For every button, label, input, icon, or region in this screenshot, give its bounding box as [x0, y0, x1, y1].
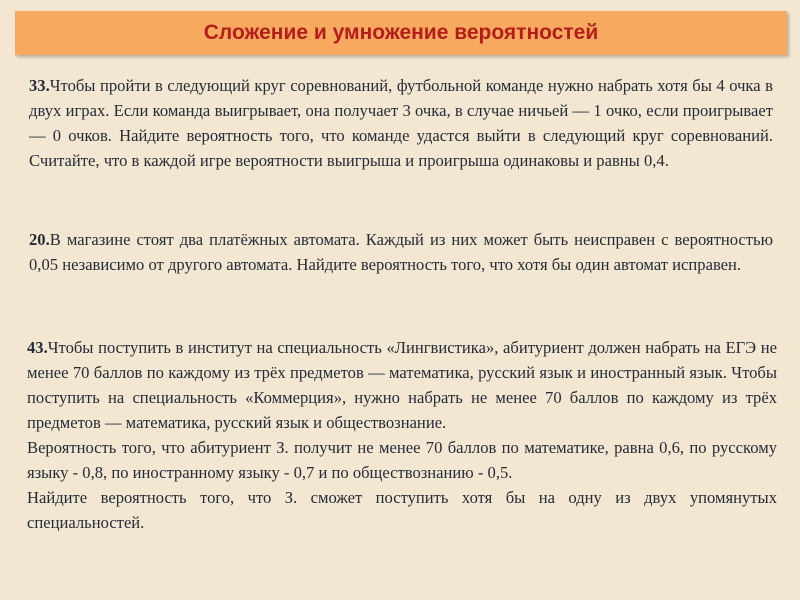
problem-text: В магазине стоят два платёжных автомата. Каждый из них может быть неисправен с вероятностью 0,05 независимо от другого автомата. Найдите вероятность того, что хотя бы один автомат исправен. [29, 230, 773, 274]
problem-43 [27, 335, 777, 535]
problem-number: 20. [29, 230, 50, 249]
problem-text: Чтобы поступить в институт на специальность «Лингвистика», абитуриент должен набрать на ЕГЭ не менее 70 баллов по каждому из трёх предметов — математика, русский язык и иностранный язык. Чтобы поступить на специальность «Коммерция», нужно набрать не менее 70 баллов по каждому из трёх предметов — математика, русский язык и обществознание. [27, 338, 777, 432]
page-title: Сложение и умножение вероятностей [203, 21, 599, 44]
problem-text: Чтобы пройти в следующий круг соревнований, футбольной команде нужно набрать хотя бы 4 очка в двух играх. Если команда выигрывает, она получает 3 очка, в случае ничьей — 1 очко, если проигрывает — 0 очков. Найдите вероятность того, что команде удастся выйти в следующий круг соревнований. Считайте, что в каждой игре вероятности выигрыша и проигрыша одинаковы и равны 0,4. [29, 76, 773, 170]
problem-paragraph: Вероятность того, что абитуриент З. получит не менее 70 баллов по математике, равна 0,6, по русскому языку - 0,8, по иностранному языку - 0,7 и по обществознанию - 0,5. [27, 438, 777, 482]
problem-paragraph [27, 335, 777, 435]
problem-33 [29, 73, 773, 173]
problem-20 [29, 227, 773, 277]
problem-number: 33. [29, 76, 50, 95]
problem-number: 43. [27, 338, 48, 357]
title-banner [15, 11, 787, 55]
problem-paragraph: Найдите вероятность того, что З. сможет поступить хотя бы на одну из двух упомянутых специальностей. [27, 488, 777, 532]
